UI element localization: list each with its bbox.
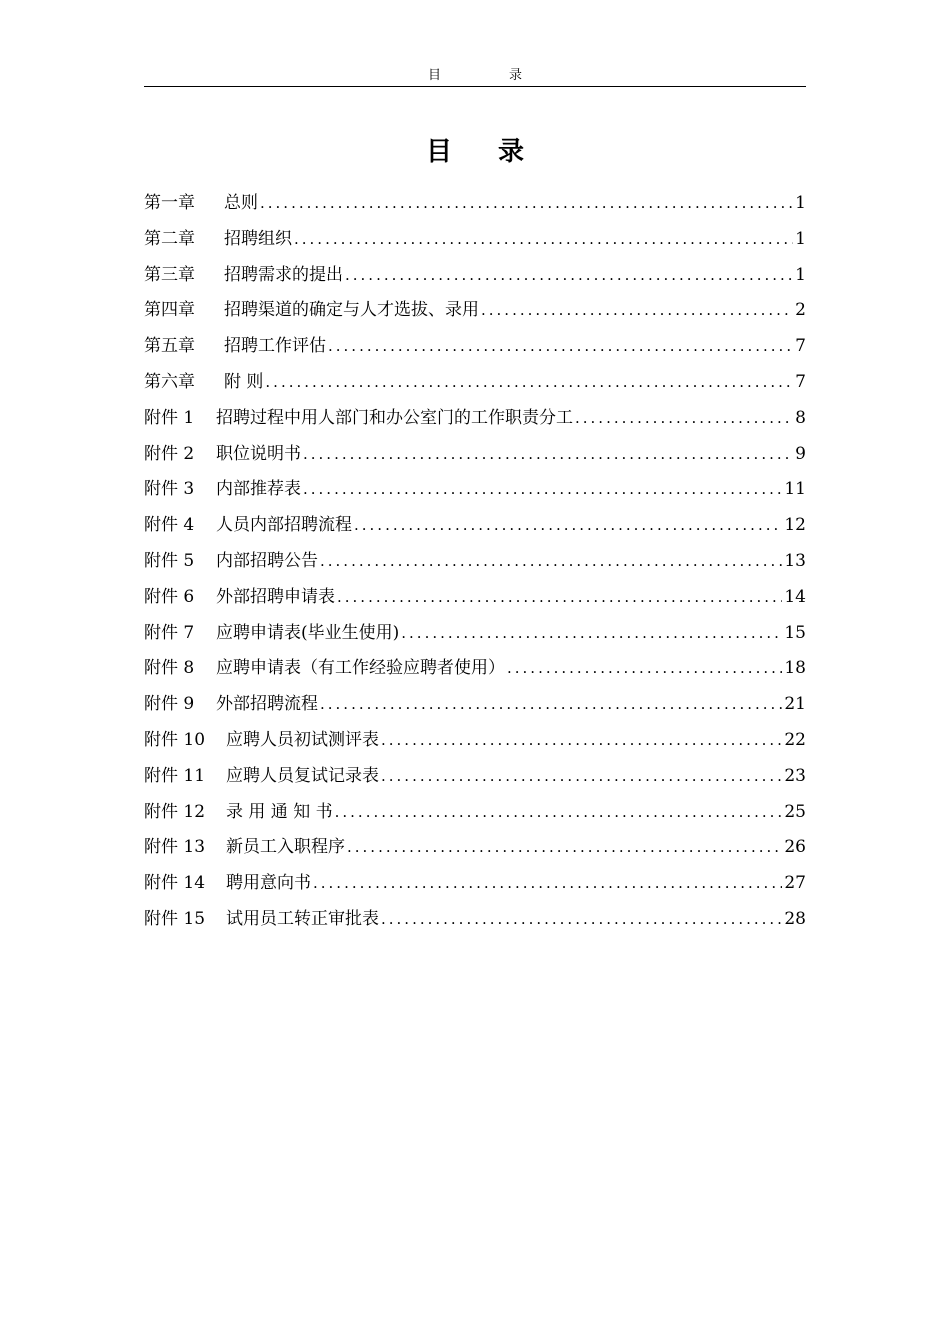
toc-entry[interactable] [144, 759, 806, 795]
toc-dot-leader [354, 508, 782, 544]
toc-entry-label: 附件 9 [144, 694, 195, 715]
toc-entry-page-number: 11 [784, 479, 806, 500]
toc-entry-page-number: 28 [784, 908, 806, 929]
toc-entry[interactable] [144, 902, 806, 938]
toc-entry-label: 第一章 [144, 193, 195, 213]
toc-dot-leader [401, 616, 782, 652]
toc-entry[interactable] [144, 472, 806, 508]
toc-dot-leader [381, 902, 782, 938]
toc-entry-label: 附件 8 [144, 658, 195, 679]
toc-entry-page-number: 9 [795, 443, 806, 464]
toc-entry[interactable] [144, 401, 806, 437]
toc-entry-title: 内部招聘公告 [216, 550, 318, 571]
toc-entry[interactable] [144, 687, 806, 723]
toc-entry-page-number: 25 [784, 801, 806, 822]
toc-dot-leader [381, 723, 782, 759]
running-header: 目录 [144, 66, 806, 87]
toc-entry-label: 附件 5 [144, 550, 195, 571]
toc-entry[interactable] [144, 186, 806, 222]
toc-entry-label: 第六章 [144, 371, 195, 392]
toc-dot-leader [303, 472, 782, 508]
toc-entry-label: 第二章 [144, 228, 195, 249]
toc-entry-page-number: 14 [784, 586, 806, 607]
toc-dot-leader [313, 866, 782, 902]
toc-dot-leader [337, 580, 782, 616]
toc-entry-page-number: 7 [795, 336, 806, 357]
toc-entry[interactable] [144, 866, 806, 902]
toc-entry-title: 内部推荐表 [216, 479, 301, 500]
toc-dot-leader [381, 759, 782, 795]
toc-entry-page-number: 2 [795, 300, 806, 321]
toc-dot-leader [265, 365, 793, 401]
toc-entry-label: 附件 15 [144, 908, 206, 929]
toc-entry-label: 附件 12 [144, 801, 206, 822]
toc-dot-leader [328, 329, 793, 365]
toc-entry-page-number: 22 [784, 729, 806, 750]
toc-entry-title: 外部招聘申请表 [216, 586, 335, 607]
toc-entry-title: 聘用意向书 [226, 873, 311, 894]
toc-entry[interactable] [144, 830, 806, 866]
toc-entry-title: 职位说明书 [216, 443, 301, 464]
toc-dot-leader [320, 687, 782, 723]
toc-entry[interactable] [144, 293, 806, 329]
toc-dot-leader [303, 437, 793, 473]
toc-entry[interactable] [144, 365, 806, 401]
toc-dot-leader [347, 830, 782, 866]
toc-entry-label: 附件 1 [144, 407, 195, 428]
toc-entry[interactable] [144, 651, 806, 687]
toc-dot-leader [320, 544, 782, 580]
toc-entry-page-number: 18 [784, 658, 806, 679]
toc-entry[interactable] [144, 329, 806, 365]
toc-entry-page-number: 7 [795, 371, 806, 392]
toc-entry-title: 试用员工转正审批表 [226, 908, 379, 929]
toc-entry-title: 总则 [224, 193, 258, 213]
toc-entry-page-number: 1 [795, 193, 806, 213]
toc-entry-label: 附件 11 [144, 765, 206, 786]
toc-dot-leader [260, 186, 793, 222]
toc-entry-label: 附件 3 [144, 479, 195, 500]
toc-entry-label: 附件 14 [144, 873, 206, 894]
toc-entry-page-number: 1 [795, 264, 806, 285]
toc-entry-label: 附件 13 [144, 837, 206, 858]
toc-entry-page-number: 15 [784, 622, 806, 643]
toc-entry-page-number: 21 [784, 694, 806, 715]
toc-entry[interactable] [144, 580, 806, 616]
toc-entry-label: 第三章 [144, 264, 195, 285]
toc-dot-leader [481, 293, 793, 329]
toc-entry-page-number: 26 [784, 837, 806, 858]
toc-entry-title: 录 用 通 知 书 [226, 801, 333, 822]
page-title: 目录 [425, 137, 570, 167]
toc-entry[interactable] [144, 222, 806, 258]
toc-entry-title: 人员内部招聘流程 [216, 515, 352, 536]
toc-entry-page-number: 12 [784, 515, 806, 536]
toc-dot-leader [345, 258, 793, 294]
toc-entry-title: 招聘需求的提出 [224, 264, 343, 285]
toc-entry-label: 附件 6 [144, 586, 195, 607]
toc-entry-label: 第五章 [144, 336, 195, 357]
toc-entry-page-number: 13 [784, 550, 806, 571]
toc-entry[interactable] [144, 723, 806, 759]
toc-entry-title: 招聘工作评估 [224, 336, 326, 357]
toc-dot-leader [294, 222, 793, 258]
toc-entry-page-number: 27 [784, 873, 806, 894]
toc-dot-leader [507, 651, 782, 687]
toc-entry[interactable] [144, 437, 806, 473]
toc-entry-page-number: 1 [795, 228, 806, 249]
toc-entry-title: 应聘人员初试测评表 [226, 729, 379, 750]
toc-entry-label: 附件 2 [144, 443, 195, 464]
toc-entry-label: 附件 4 [144, 515, 195, 536]
toc-entry-title: 应聘人员复试记录表 [226, 765, 379, 786]
toc-dot-leader [575, 401, 793, 437]
toc-entry-label: 附件 7 [144, 622, 195, 643]
toc-entry[interactable] [144, 795, 806, 831]
table-of-contents [144, 186, 806, 938]
toc-entry-page-number: 23 [784, 765, 806, 786]
toc-entry-title: 招聘组织 [224, 228, 292, 249]
toc-entry[interactable] [144, 258, 806, 294]
toc-entry-title: 招聘渠道的确定与人才选拔、录用 [224, 300, 479, 321]
toc-entry-title: 应聘申请表(毕业生使用) [216, 622, 400, 643]
toc-entry-label: 第四章 [144, 300, 195, 321]
toc-entry[interactable] [144, 508, 806, 544]
toc-entry-title: 外部招聘流程 [216, 694, 318, 715]
toc-entry-title: 应聘申请表（有工作经验应聘者使用） [216, 658, 505, 679]
toc-entry[interactable] [144, 544, 806, 580]
toc-entry-title: 附 则 [224, 371, 264, 392]
toc-entry-label: 附件 10 [144, 729, 206, 750]
toc-entry-page-number: 8 [795, 407, 806, 428]
toc-entry-title: 招聘过程中用人部门和办公室门的工作职责分工 [216, 407, 573, 428]
toc-dot-leader [335, 795, 783, 831]
toc-entry-title: 新员工入职程序 [226, 837, 345, 858]
toc-entry[interactable] [144, 616, 806, 652]
